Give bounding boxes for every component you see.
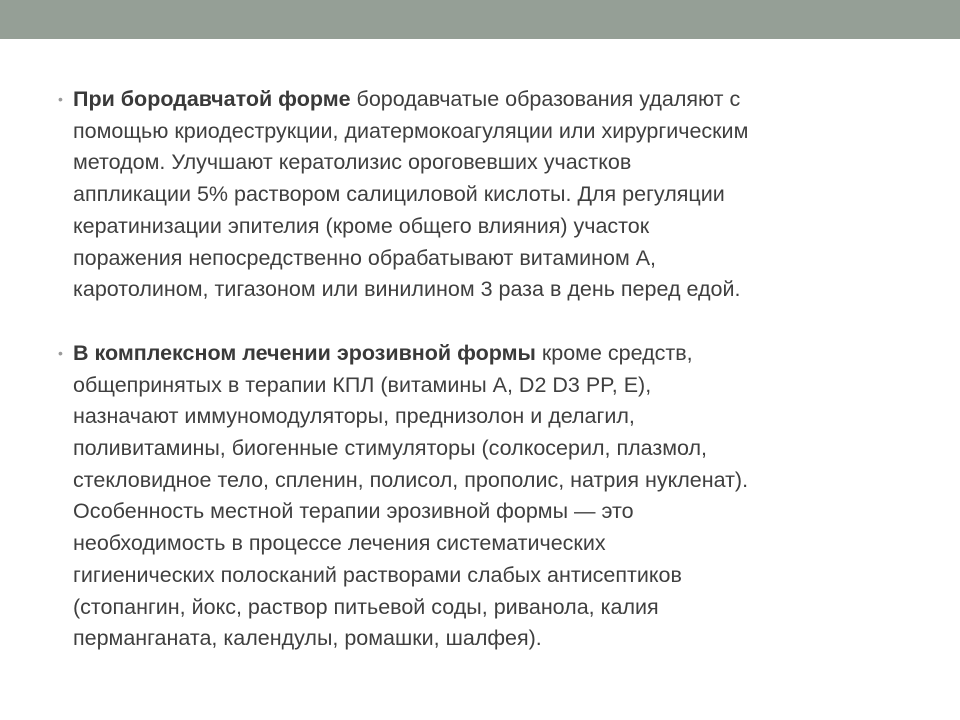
bullet-icon: • xyxy=(58,91,63,107)
paragraph-line: методом. Улучшают кератолизис ороговевших участков xyxy=(73,150,632,175)
paragraph-line: аппликации 5% раствором салициловой кислоты. Для регуляции xyxy=(73,182,725,207)
paragraph-line: назначают иммуномодуляторы, преднизолон и делагил, xyxy=(73,404,635,429)
paragraph-heading: При бородавчатой форме xyxy=(73,87,351,111)
paragraph-line: гигиенических полосканий растворами слабых антисептиков xyxy=(73,562,682,587)
bullet-icon: • xyxy=(58,344,63,361)
bullet-paragraph-erosive xyxy=(58,338,918,655)
paragraph-line: каротолином, тигазоном или винилином 3 раза в день перед едой. xyxy=(73,277,741,302)
paragraph-line: поливитамины, биогенные стимуляторы (солкосерил, плазмол, xyxy=(73,436,708,461)
paragraph-heading: В комплексном лечении эрозивной формы xyxy=(73,340,536,365)
paragraph-line: перманганата, календулы, ромашки, шалфея). xyxy=(73,626,542,651)
slide-body xyxy=(58,84,918,655)
paragraph-line: бородавчатые образования удаляют с xyxy=(350,87,741,111)
paragraph-line: (стопангин, йокс, раствор питьевой соды, риванола, калия xyxy=(73,594,659,619)
paragraph-line: помощью криодеструкции, диатермокоагуляции или хирургическим xyxy=(73,118,749,143)
paragraph-line: необходимость в процессе лечения систематических xyxy=(73,531,606,556)
paragraph-line: поражения непосредственно обрабатывают витамином А, xyxy=(73,245,657,270)
paragraph-line: общепринятых в терапии КПЛ (витамины А, D2 D3 PP, E), xyxy=(73,372,652,397)
paragraph-line: кератинизации эпителия (кроме общего влияния) участок xyxy=(73,213,650,238)
slide-header-bar xyxy=(0,0,960,39)
paragraph-line: кроме средств, xyxy=(535,340,693,365)
bullet-paragraph-verrucous xyxy=(58,84,918,306)
paragraph-line: Особенность местной терапии эрозивной формы — это xyxy=(73,499,634,524)
paragraph-line: стекловидное тело, спленин, полисол, прополис, натрия нукленат). xyxy=(73,467,749,492)
